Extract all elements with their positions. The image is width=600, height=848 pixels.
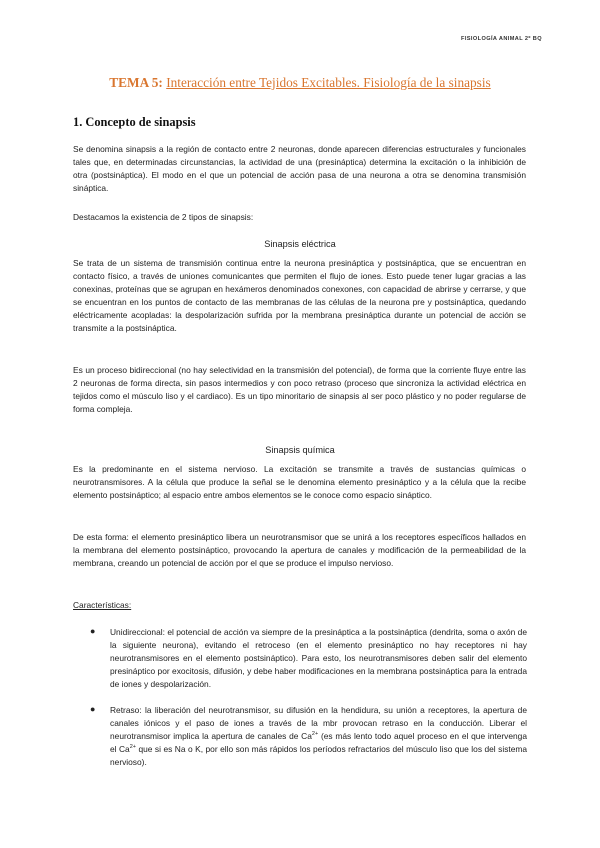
section-heading: 1. Concepto de sinapsis bbox=[73, 115, 196, 129]
page-header: FISIOLOGÍA ANIMAL 2º BQ bbox=[461, 36, 542, 42]
title-text: Interacción entre Tejidos Excitables. Fisiología de la sinapsis bbox=[166, 75, 491, 90]
bullet-unidirectional: Unidireccional: el potencial de acción va siempre de la presináptica a la postsináptica (dendrita, soma o axón de la siguiente neurona), evitando el retroceso (en el elemento presináptico no hay receptores ni hay neurotransmisores en el elemento postsináptico). Para esto, los neurotransmisores deben salir del elemento presináptico por exocitosis, difusión, y debe haber modificaciones en la membrana postsináptica para la entrada de iones y despolarización. bbox=[110, 627, 527, 689]
bullet-delay-text-c: que si es Na o K, por ello son más rápidos los períodos refractarios del músculo liso que los del sistema nervioso). bbox=[110, 744, 528, 767]
calcium-charge-1: 2+ bbox=[311, 731, 319, 738]
electrical-paragraph-1: Se trata de un sistema de transmisión continua entre la neurona presináptica y postsináptica, que se encuentran en contacto físico, a través de uniones comunicantes que permiten el flujo de iones. Esto puede tener lugar gracias a las conexinas, proteínas que se agrupan en hexámeros denominados conexones, con capacidad de abrirse y cerrarse, y que se encuentran en los puntos de contacto de las membranas de las células de la neurona pre y postsináptica, quedando eléctricamente acopladas: la despolarización sufrida por la membrana presináptica durante un potencial de acción se transmite a la postsináptica. bbox=[73, 258, 526, 333]
electrical-heading: Sinapsis eléctrica bbox=[264, 239, 336, 249]
chemical-paragraph-1: Es la predominante en el sistema nervioso. La excitación se transmite a través de sustancias químicas o neurotransmisores. A la célula que produce la señal se le denomina elemento presináptico y a la célula que la recibe elemento postsináptico; al espacio entre ambos elementos se le conoce como espacio sináptico. bbox=[73, 464, 526, 500]
characteristics-label: Características: bbox=[73, 600, 132, 610]
chemical-paragraph-2: De esta forma: el elemento presináptico libera un neurotransmisor que se unirá a los receptores específicos hallados en la membrana del elemento postsináptico, provocando la apertura de canales y modificación de la permeabilidad de la membrana, creando un potencial de acción por el que se produce el impulso nervioso. bbox=[73, 532, 526, 568]
intro-paragraph: Se denomina sinapsis a la región de contacto entre 2 neuronas, donde aparecen diferencias estructurales y funcionales tales que, en determinadas circunstancias, la actividad de una (presináptica) determina la excitación o la inhibición de otra (postsináptica). El modo en el que un potencial de acción pasa de una neurona a otra se denomina transmisión sináptica. bbox=[73, 144, 526, 193]
title-label: TEMA 5: bbox=[109, 75, 163, 90]
bullet-dot: ● bbox=[90, 626, 96, 636]
chemical-heading: Sinapsis química bbox=[265, 445, 335, 455]
types-intro: Destacamos la existencia de 2 tipos de sinapsis: bbox=[73, 212, 254, 222]
bullet-delay-text-a: Retraso: la liberación del neurotransmisor, su difusión en la hendidura, su unión a receptores, la apertura de canales iónicos y el paso de iones a través de la mbr provocan retraso en la conducción. Liberar el neurotransmisor implica la apertura de canales de Ca bbox=[110, 705, 527, 741]
bullet-dot: ● bbox=[90, 704, 96, 714]
electrical-paragraph-2: Es un proceso bidireccional (no hay selectividad en la transmisión del potencial), de forma que la corriente fluye entre las 2 neuronas de forma directa, sin pasos intermedios y con poco retraso (proceso que sincroniza la actividad eléctrica en tejidos como el músculo liso y el cardiaco). Es un tipo minoritario de sinapsis al ser poco plástico y no poder regularse de forma compleja. bbox=[73, 365, 526, 414]
calcium-charge-2: 2+ bbox=[129, 744, 136, 751]
bullet-delay-text-b: (es más lento todo aquel proceso en el que intervenga el Ca bbox=[110, 731, 528, 754]
bullet-delay bbox=[110, 704, 527, 769]
document-title bbox=[0, 75, 600, 91]
